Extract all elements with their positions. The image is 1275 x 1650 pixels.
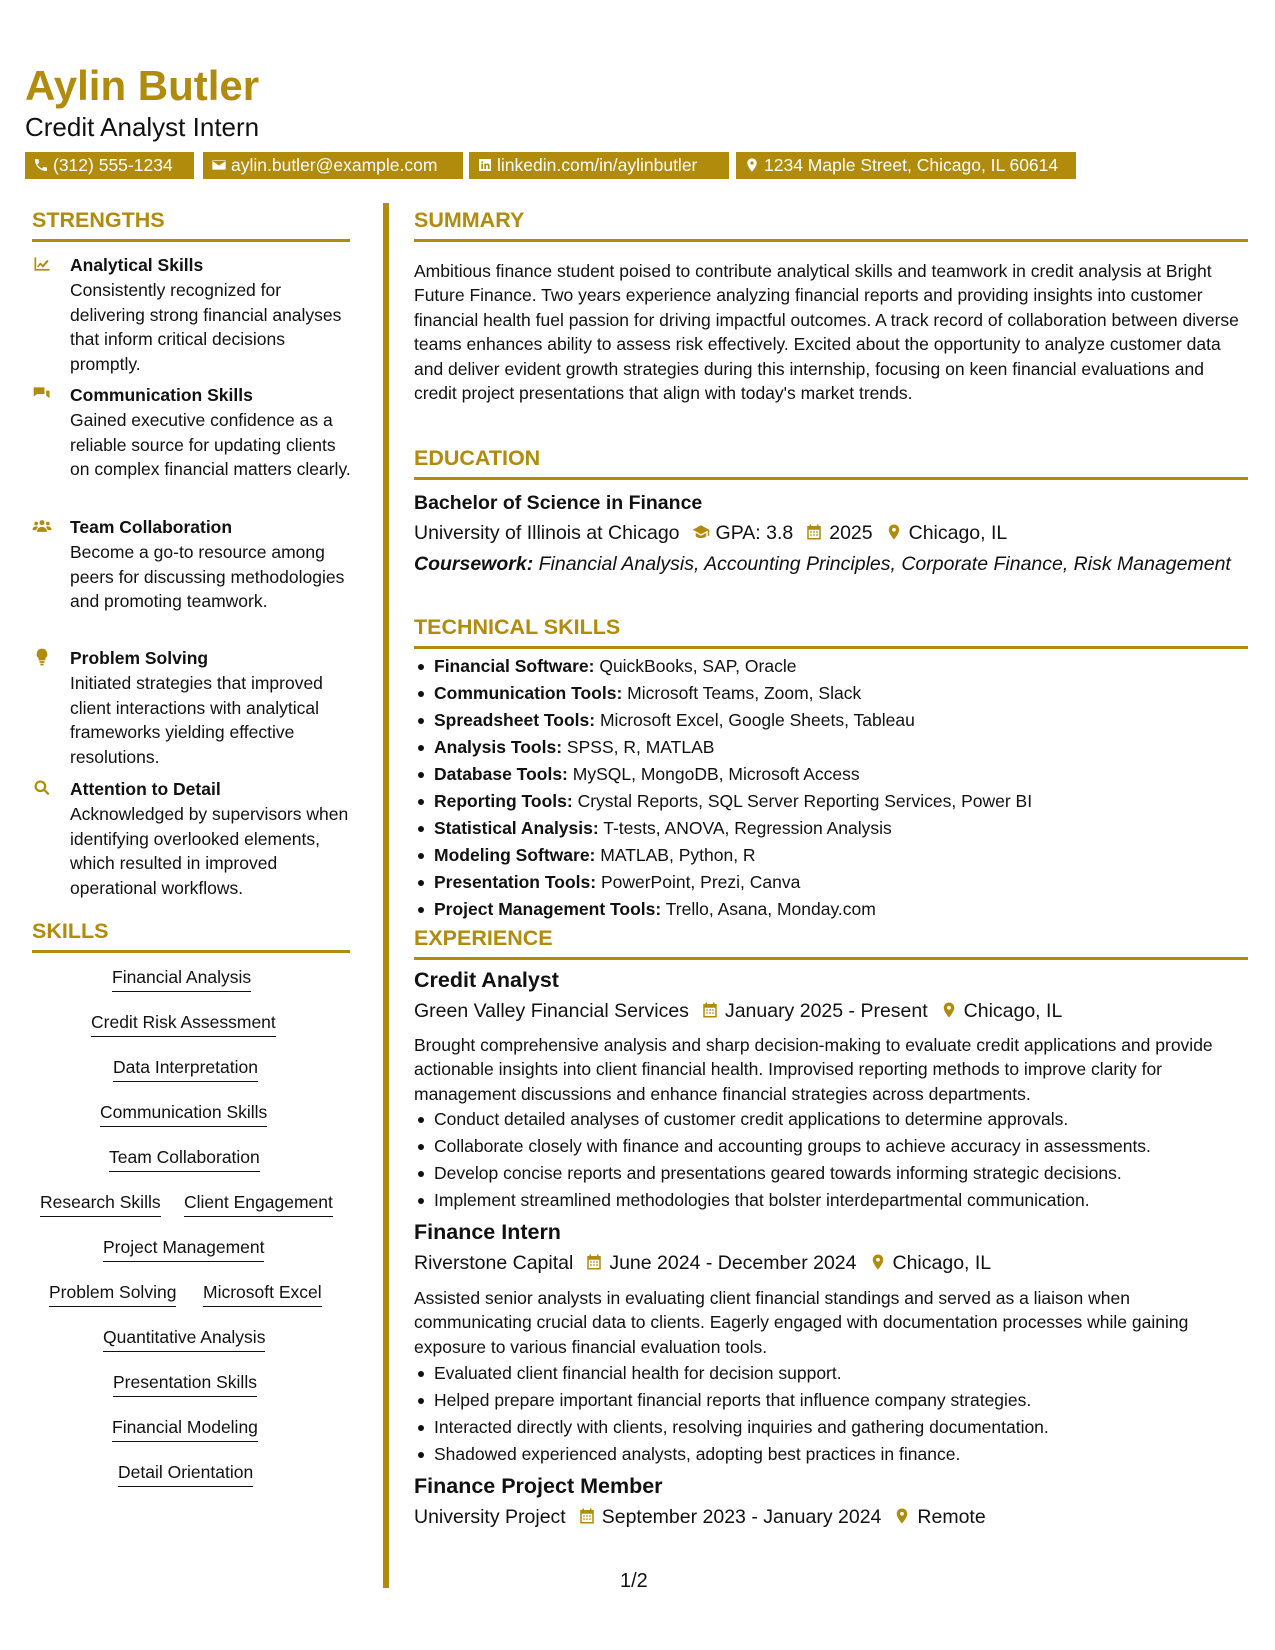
- skill-value: Microsoft Teams, Zoom, Slack: [627, 683, 862, 703]
- skill-tag: Client Engagement: [184, 1190, 333, 1217]
- skill-label: Modeling Software:: [434, 845, 596, 865]
- skill-value: T-tests, ANOVA, Regression Analysis: [603, 818, 892, 838]
- list-item: Conduct detailed analyses of customer credit applications to determine approvals.: [414, 1106, 1248, 1133]
- contact-email-text: aylin.butler@example.com: [231, 155, 438, 175]
- list-item: [414, 842, 1248, 869]
- job-location: Remote: [917, 1506, 986, 1528]
- search-icon: [32, 778, 54, 798]
- job-title: Credit Analyst: [414, 968, 559, 992]
- phone-icon: [33, 157, 49, 173]
- coursework: [414, 552, 1248, 576]
- degree-title: Bachelor of Science in Finance: [414, 492, 703, 514]
- skill-value: MATLAB, Python, R: [600, 845, 756, 865]
- lightbulb-icon: [32, 647, 54, 667]
- list-item: [414, 788, 1248, 815]
- page-number: 1/2: [620, 1570, 648, 1592]
- skill-tag: Financial Modeling: [112, 1415, 258, 1442]
- skill-tag: Data Interpretation: [113, 1055, 258, 1082]
- education-heading: EDUCATION: [414, 446, 1248, 480]
- skill-value: Trello, Asana, Monday.com: [665, 899, 876, 919]
- skill-value: MySQL, MongoDB, Microsoft Access: [572, 764, 860, 784]
- skill-tag: Research Skills: [40, 1190, 161, 1217]
- school-name: University of Illinois at Chicago: [414, 522, 680, 544]
- strengths-heading: STRENGTHS: [32, 208, 350, 242]
- coursework-list: Financial Analysis, Accounting Principles, Corporate Finance, Risk Management: [538, 553, 1231, 575]
- job-location: Chicago, IL: [892, 1252, 992, 1274]
- map-pin-icon: [893, 1507, 911, 1525]
- strength-title: Communication Skills: [70, 385, 253, 405]
- strength-title: Problem Solving: [70, 648, 209, 668]
- skill-label: Reporting Tools:: [434, 791, 573, 811]
- map-pin-icon: [940, 1001, 958, 1019]
- strength-title: Attention to Detail: [70, 779, 221, 799]
- job-title: Finance Project Member: [414, 1474, 663, 1498]
- map-pin-icon: [869, 1253, 887, 1271]
- strength-desc: Initiated strategies that improved client interactions with analytical frameworks yielding effective resolutions.: [70, 673, 323, 767]
- job-description: Assisted senior analysts in evaluating client financial standings and served as a liaison when communicating crucial data to clients. Eagerly engaged with documentation processes while gaining exposure to various financial evaluation tools.: [414, 1288, 1189, 1357]
- list-item: Evaluated client financial health for decision support.: [414, 1360, 1248, 1387]
- skill-label: Project Management Tools:: [434, 899, 662, 919]
- linkedin-icon: [477, 157, 493, 173]
- company-name: University Project: [414, 1506, 566, 1528]
- skill-tag: Credit Risk Assessment: [91, 1010, 276, 1037]
- strength-desc: Become a go-to resource among peers for discussing methodologies and promoting teamwork.: [70, 542, 345, 611]
- skill-value: PowerPoint, Prezi, Canva: [600, 872, 801, 892]
- job-dates: September 2023 - January 2024: [601, 1506, 882, 1528]
- school-location: Chicago, IL: [908, 522, 1008, 544]
- job-bullets: [414, 1106, 1248, 1214]
- gpa: GPA: 3.8: [715, 522, 794, 544]
- skill-tag: Presentation Skills: [113, 1370, 257, 1397]
- list-item: [414, 653, 1248, 680]
- job-description: Brought comprehensive analysis and sharp decision-making to evaluate credit applications and provide actionable insights into client financial health. Improvised reporting methods to improve clarity for management discussions and enhance financial strategies across departments.: [414, 1035, 1213, 1104]
- contact-address-text: 1234 Maple Street, Chicago, IL 60614: [764, 155, 1059, 175]
- job-meta: [414, 1506, 986, 1529]
- column-divider: [383, 203, 389, 1588]
- job-meta: [414, 1252, 991, 1275]
- list-item: [414, 815, 1248, 842]
- list-item: Shadowed experienced analysts, adopting best practices in finance.: [414, 1441, 1248, 1468]
- skill-tag: Communication Skills: [100, 1100, 267, 1127]
- skill-label: Database Tools:: [434, 764, 568, 784]
- calendar-icon: [585, 1253, 603, 1271]
- skill-label: Spreadsheet Tools:: [434, 710, 596, 730]
- skill-label: Financial Software:: [434, 656, 595, 676]
- list-item: [414, 680, 1248, 707]
- strength-title: Team Collaboration: [70, 517, 233, 537]
- technical-skills-list: [414, 653, 1248, 923]
- skill-tag: Team Collaboration: [109, 1145, 260, 1172]
- contact-linkedin[interactable]: [469, 152, 729, 179]
- contact-phone-text: (312) 555-1234: [53, 155, 173, 175]
- chat-bubbles-icon: [32, 384, 54, 404]
- list-item: [414, 869, 1248, 896]
- job-dates: January 2025 - Present: [724, 1000, 928, 1022]
- contact-phone[interactable]: [25, 152, 194, 179]
- skill-label: Statistical Analysis:: [434, 818, 599, 838]
- list-item: [414, 707, 1248, 734]
- candidate-name: Aylin Butler: [25, 62, 260, 109]
- job-location: Chicago, IL: [963, 1000, 1063, 1022]
- candidate-title: Credit Analyst Intern: [25, 112, 260, 142]
- coursework-label: Coursework:: [414, 553, 534, 575]
- skill-tag: Microsoft Excel: [203, 1280, 322, 1307]
- list-item: [414, 734, 1248, 761]
- company-name: Green Valley Financial Services: [414, 1000, 689, 1022]
- map-pin-icon: [744, 157, 760, 173]
- strength-desc: Acknowledged by supervisors when identifying overlooked elements, which resulted in improved operational workflows.: [70, 804, 349, 898]
- list-item: Helped prepare important financial reports that influence company strategies.: [414, 1387, 1248, 1414]
- company-name: Riverstone Capital: [414, 1252, 574, 1274]
- chart-line-icon: [32, 254, 54, 274]
- skill-tag: Problem Solving: [49, 1280, 176, 1307]
- users-icon: [32, 516, 54, 536]
- calendar-icon: [701, 1001, 719, 1019]
- skill-tag: Quantitative Analysis: [103, 1325, 265, 1352]
- skill-value: QuickBooks, SAP, Oracle: [599, 656, 797, 676]
- calendar-icon: [578, 1507, 596, 1525]
- list-item: Interacted directly with clients, resolving inquiries and gathering documentation.: [414, 1414, 1248, 1441]
- job-bullets: [414, 1360, 1248, 1468]
- experience-heading: EXPERIENCE: [414, 926, 1248, 960]
- envelope-icon: [211, 157, 227, 173]
- list-item: [414, 761, 1248, 788]
- skill-tag: Project Management: [103, 1235, 264, 1262]
- graduation-year: 2025: [829, 522, 873, 544]
- strength-desc: Consistently recognized for delivering strong financial analyses that inform critical decisions promptly.: [70, 280, 342, 374]
- education-meta: [414, 522, 1007, 545]
- strength-title: Analytical Skills: [70, 255, 204, 275]
- list-item: Collaborate closely with finance and accounting groups to achieve accuracy in assessments.: [414, 1133, 1248, 1160]
- strength-desc: Gained executive confidence as a reliable source for updating clients on complex financial matters clearly.: [70, 410, 351, 479]
- contact-linkedin-text: linkedin.com/in/aylinbutler: [497, 155, 698, 175]
- calendar-icon: [805, 523, 823, 541]
- skill-value: SPSS, R, MATLAB: [566, 737, 715, 757]
- skill-label: Analysis Tools:: [434, 737, 563, 757]
- skill-value: Crystal Reports, SQL Server Reporting Services, Power BI: [577, 791, 1033, 811]
- list-item: Develop concise reports and presentations geared towards informing strategic decisions.: [414, 1160, 1248, 1187]
- skill-value: Microsoft Excel, Google Sheets, Tableau: [599, 710, 915, 730]
- job-dates: June 2024 - December 2024: [609, 1252, 857, 1274]
- contact-email[interactable]: [203, 152, 463, 179]
- resume-header: [25, 62, 259, 142]
- job-meta: [414, 1000, 1062, 1023]
- list-item: Implement streamlined methodologies that bolster interdepartmental communication.: [414, 1187, 1248, 1214]
- skill-label: Communication Tools:: [434, 683, 623, 703]
- summary-heading: SUMMARY: [414, 208, 1248, 242]
- technical-skills-heading: TECHNICAL SKILLS: [414, 615, 1248, 649]
- skill-tag: Detail Orientation: [118, 1460, 253, 1487]
- list-item: [414, 896, 1248, 923]
- summary-text: Ambitious finance student poised to contribute analytical skills and teamwork in credit analysis at Bright Future Finance. Two years experience analyzing financial reports and providing insights into customer financial health fuel passion for driving impactful outcomes. A track record of collaboration between diverse teams enhances ability to assess risk effectively. Excited about the opportunity to analyze customer data and deliver evident growth strategies during this internship, focusing on keen financial evaluations and credit project presentations that align with today's market trends.: [414, 261, 1239, 404]
- map-pin-icon: [885, 523, 903, 541]
- graduation-cap-icon: [692, 523, 710, 541]
- job-title: Finance Intern: [414, 1220, 561, 1244]
- skill-label: Presentation Tools:: [434, 872, 597, 892]
- contact-address[interactable]: [736, 152, 1076, 179]
- skill-tag: Financial Analysis: [112, 965, 251, 992]
- skills-heading: SKILLS: [32, 919, 350, 953]
